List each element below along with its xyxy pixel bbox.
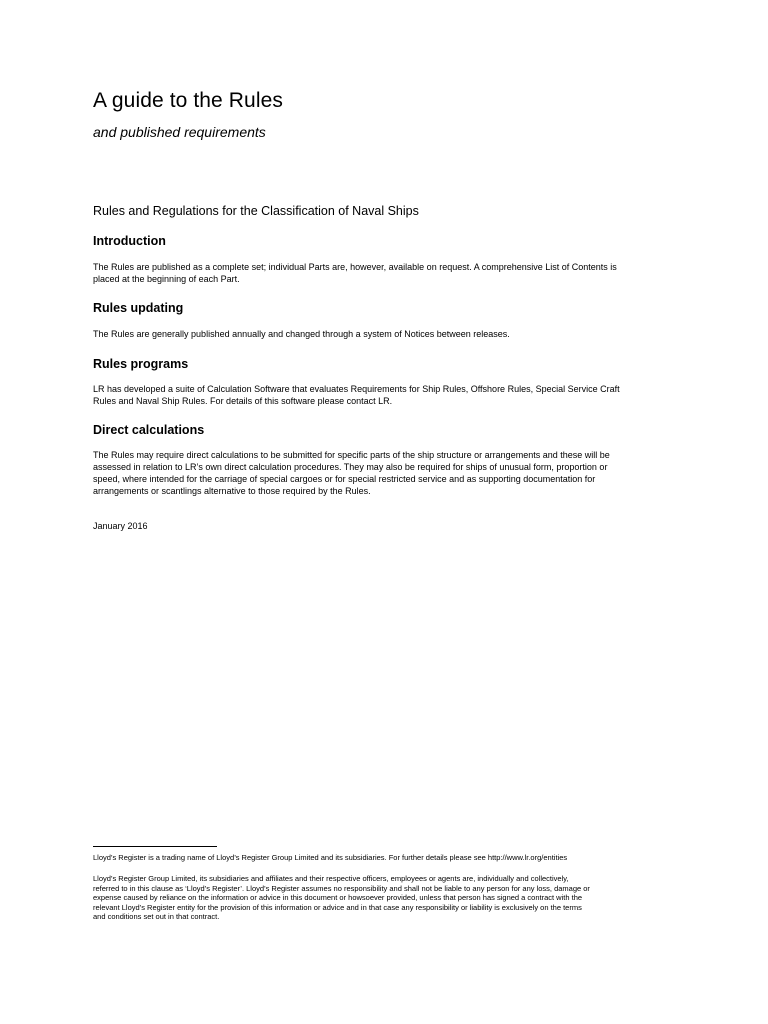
text-line: speed, where intended for the carriage of special cargoes or for special restricted service and as supporting documentation for — [93, 474, 596, 484]
footnote-line: relevant Lloyd’s Register entity for the provision of this information or advice and in that case any responsibility or liability is exclusively on the terms — [93, 902, 582, 912]
text-line: The Rules are generally published annually and changed through a system of Notices between releases. — [93, 329, 510, 339]
text-line: LR has developed a suite of Calculation Software that evaluates Requirements for Ship Rules, Offshore Rules, Special Service Craft — [93, 384, 620, 394]
section-body-introduction — [93, 261, 683, 285]
footnote-divider — [93, 846, 217, 847]
footnote-line: expense caused by reliance on the information or advice in this document or howsoever provided, unless that person has signed a contract with the — [93, 893, 583, 902]
text-line: placed at the beginning of each Part. — [93, 274, 240, 284]
page-title: A guide to the Rules — [93, 89, 283, 112]
section-heading-rules-updating: Rules updating — [93, 301, 184, 315]
text-line: assessed in relation to LR’s own direct calculation procedures. They may also be required for ships of unusual form, proportion or — [93, 462, 608, 472]
text-line: arrangements or scantlings alternative to those required by the Rules. — [93, 486, 371, 496]
footnote-line: referred to in this clause as ‘Lloyd’s Register’. Lloyd’s Register assumes no responsibility and shall not be liable to any person for any loss, damage or — [93, 883, 590, 893]
text-line: The Rules are published as a complete set; individual Parts are, however, available on request. A comprehensive List of Contents is — [93, 262, 617, 272]
section-heading-direct-calculations: Direct calculations — [93, 423, 205, 437]
section-heading-introduction: Introduction — [93, 234, 166, 248]
footnote-line: and conditions set out in that contract. — [93, 912, 220, 921]
publication-date: January 2016 — [93, 521, 148, 531]
text-line: The Rules may require direct calculations to be submitted for specific parts of the ship structure or arrangements and these will be — [93, 450, 610, 460]
section-body-rules-programs — [93, 383, 683, 407]
document-heading: Rules and Regulations for the Classification of Naval Ships — [93, 204, 419, 218]
footnote-disclaimer — [93, 874, 683, 922]
text-line: Rules and Naval Ship Rules. For details of this software please contact LR. — [93, 396, 393, 406]
section-body-direct-calculations — [93, 449, 683, 497]
page-subtitle: and published requirements — [93, 124, 266, 140]
section-body-rules-updating — [93, 328, 683, 340]
section-heading-rules-programs: Rules programs — [93, 357, 189, 371]
footnote-line: Lloyd’s Register Group Limited, its subsidiaries and affiliates and their respective officers, employees or agents are, individually and collectively, — [93, 874, 569, 883]
footnote-trading-name — [93, 853, 683, 863]
footnote-line: Lloyd’s Register is a trading name of Lloyd’s Register Group Limited and its subsidiaries. For further details please see http://www.lr.org/entities — [93, 853, 568, 862]
